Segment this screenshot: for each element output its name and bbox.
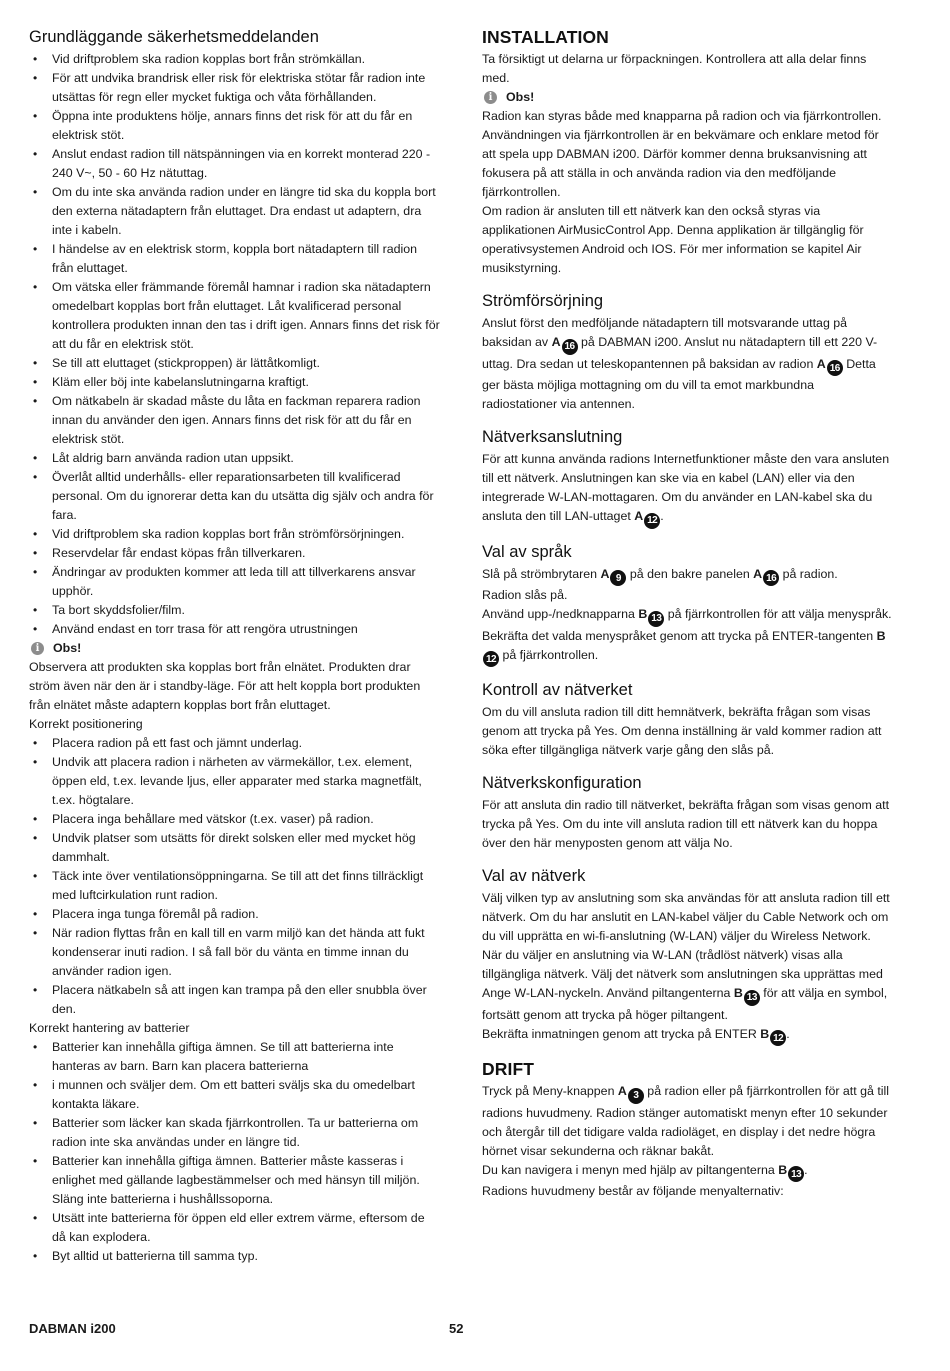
- ref-letter: B: [760, 1026, 770, 1041]
- ref-letter: A: [634, 509, 644, 523]
- list-item: • Utsätt inte batterierna för öppen eld eller extrem värme, eftersom de då kan explodera.: [29, 1209, 441, 1247]
- language-text-4: Använd upp-/nedknapparna: [482, 607, 639, 621]
- check-p1: Om du vill ansluta radion till ditt hemnätverk, bekräfta frågan som visas genom att trycka på Yes. Om denna inställning är vald kommer radion att söka efter tillgängliga nätverk varje gång den slås på.: [482, 705, 882, 757]
- language-text-a: [482, 565, 892, 587]
- language-text-1: Slå på strömbrytaren: [482, 566, 601, 581]
- installation-section: [482, 26, 892, 278]
- ref-number-badge: 13: [648, 611, 664, 627]
- choose-text-2: för att välja en symbol, fortsätt genom att trycka på höger piltangent.: [482, 986, 888, 1022]
- language-text-3: på radion.: [779, 566, 838, 581]
- ref-letter: B: [733, 986, 743, 1000]
- ref-number-badge: 16: [827, 360, 843, 376]
- drift-text-b: [482, 1161, 892, 1183]
- list-item: • Placera inga behållare med vätskor (t.ex. vaser) på radion.: [29, 810, 441, 829]
- ref-number-badge: 12: [770, 1030, 786, 1046]
- drift-title: DRIFT: [482, 1059, 535, 1079]
- positioning-list: [29, 734, 441, 1019]
- battery-list: [29, 1038, 441, 1266]
- choose-text-3: Bekräfta inmatningen genom att trycka på ENTER: [482, 1026, 761, 1041]
- list-item: • Använd endast en torr trasa för att rengöra utrustningen: [29, 620, 441, 639]
- choose-section: [482, 865, 892, 1046]
- list-item: • Anslut endast radion till nätspänningen via en korrekt monterad 220 - 240 V~, 50 - 60 Hz nätuttag.: [29, 145, 441, 183]
- list-item: • i munnen och svälјer dem. Om ett batteri sväljs ska du omedelbart kontakta läkare.: [29, 1076, 441, 1114]
- choose-p2: När du väljer en anslutning via W-LAN (trådlöst nätverk) visas alla tillgängliga nätverk. Välj det nätverk som anslutningen ska upprättas med: [482, 948, 883, 981]
- power-section: [482, 290, 892, 414]
- installation-title: INSTALLATION: [482, 27, 609, 47]
- installation-p2: Radion kan styras både med knapparna på radion och via fjärrkontrollen. Användningen via fjärrkontrollen är en bekvämare och enklare metod för att spela upp DABMAN i200. Därför kommer denna bruksanvisning att fokusera på att ställa in och använda radion via den medföljande fjärrkontrollen.: [482, 109, 882, 199]
- choose-text-1: Ange W-LAN-nyckeln. Använd piltangenterna: [482, 986, 734, 1000]
- ref-letter: A: [816, 356, 826, 371]
- ref-number-badge: 3: [628, 1088, 644, 1104]
- list-item: • Se till att eluttaget (stickproppen) är lättåtkomligt.: [29, 354, 441, 373]
- installation-p1: Ta försiktigt ut delarna ur förpackningen. Kontrollera att alla delar finns med.: [482, 52, 867, 85]
- list-item: • Byt alltid ut batterierna till samma typ.: [29, 1247, 441, 1266]
- power-text-1: Anslut först den medföljande nätadaptern till motsvarande uttag på baksidan av: [482, 316, 848, 349]
- ref-letter: B: [778, 1162, 788, 1177]
- safety-section: [29, 26, 441, 1266]
- ref-number-badge: 12: [483, 651, 499, 667]
- list-item: • Överlåt alltid underhålls- eller reparationsarbeten till kvalificerad personal. Om du ignorerar detta kan du utsätta dig själv och andra för fara.: [29, 468, 441, 525]
- ref-letter: A: [753, 566, 763, 581]
- list-item: • Öppna inte produktens hölje, annars finns det risk för att du får en elektrisk stöt.: [29, 107, 441, 145]
- language-text-5: på fjärrkontrollen för att välja menyspråk. Bekräfta det valda menyspråket genom att trycka på ENTER-tangenten: [482, 607, 892, 643]
- language-text-6: på fjärrkontrollen.: [499, 647, 599, 662]
- ref-letter: B: [638, 607, 648, 621]
- list-item: • Vid driftproblem ska radion kopplas bort från strömförsörjningen.: [29, 525, 441, 544]
- network-text-2: .: [660, 509, 664, 523]
- list-item: • Undvik platser som utsätts för direkt solsken eller med mycket hög dammhalt.: [29, 829, 441, 867]
- positioning-heading: Korrekt positionering: [29, 717, 143, 731]
- installation-p3: Om radion är ansluten till ett nätverk kan den också styras via applikationen AirMusicControl App. Denna applikation är tillgänglig för operativsystemen Android och IOS. För mer information se kapitel Air musikstyrning.: [482, 204, 864, 275]
- list-item: • Låt aldrig barn använda radion utan uppsikt.: [29, 449, 441, 468]
- right-column: [482, 26, 892, 1212]
- config-section: [482, 772, 892, 853]
- left-column: [29, 26, 441, 1277]
- ref-number-badge: 13: [744, 990, 760, 1006]
- language-section: [482, 541, 892, 668]
- network-section: [482, 426, 892, 529]
- list-item: • Om du inte ska använda radion under en längre tid ska du koppla bort den externa nätadaptern från eluttaget. Dra endast ut adaptern, dra inte i kabeln.: [29, 183, 441, 240]
- page-number: 52: [449, 1321, 464, 1336]
- list-item: • När radion flyttas från en kall till en varm miljö kan det hända att fukt kondenserar inuti radion. I så fall bör du vänta en timme innan du använder radion igen.: [29, 924, 441, 981]
- ref-number-badge: 16: [562, 339, 578, 355]
- list-item: • Kläm eller böj inte kabelanslutningarna kraftigt.: [29, 373, 441, 392]
- list-item: • Täck inte över ventilationsöppningarna. Se till att det finns tillräckligt med luftcirkulation runt radion.: [29, 867, 441, 905]
- list-item: • Placera nätkabeln så att ingen kan trampa på den eller snubbla över den.: [29, 981, 441, 1019]
- list-item: • Undvik att placera radion i närheten av värmekällor, t.ex. element, öppen eld, t.ex. levande ljus, eller apparater med starka magnetfält, t.ex. högtalare.: [29, 753, 441, 810]
- drift-section: [482, 1058, 892, 1201]
- list-item: • För att undvika brandrisk eller risk för elektriska stötar får radion inte utsättas för regn eller mycket fuktiga och våta förhållanden.: [29, 69, 441, 107]
- check-section: [482, 679, 892, 760]
- safety-list: [29, 50, 441, 639]
- note-label: Obs!: [53, 641, 82, 655]
- list-item: • Batterier kan innehålla giftiga ämnen. Se till att batterierna inte hanteras av barn. Barn kan placera batterierna: [29, 1038, 441, 1076]
- network-text: [482, 450, 892, 529]
- choose-p1: Välj vilken typ av anslutning som ska användas för att ansluta radion till ett nätverk. Om du har anslutit en LAN-kabel väljer du Cable Network och om du vill upprätta en wi-fi-anslutning (W-LAN) väljer du Wireless Network.: [482, 891, 890, 943]
- drift-text-a: [482, 1082, 892, 1161]
- power-text-3: Detta ger bästa möjliga mottagning om du vill ta emot markbundna radiostationer via antennen.: [482, 356, 876, 411]
- ref-letter: A: [617, 1084, 627, 1098]
- drift-text-1: Tryck på Meny-knappen: [482, 1084, 618, 1098]
- network-text-1: För att kunna använda radions Internetfunktioner måste den vara ansluten till ett nätverk. Anslutningen kan ske via en kabel (LAN) eller via den integrerade W-LAN-mottagaren. Om du använder en LAN-kabel ska du ansluta den till LAN-uttaget: [482, 452, 890, 523]
- battery-heading: Korrekt hantering av batterier: [29, 1021, 190, 1035]
- list-item: • I händelse av en elektrisk storm, koppla bort nätadaptern till radion från eluttaget.: [29, 240, 441, 278]
- choose-title: Val av nätverk: [482, 867, 586, 885]
- drift-text-2: på radion eller på fjärrkontrollen för att gå till radions huvudmeny. Radion stänger automatiskt menyn efter 10 sekunder och återgår till det tidigare valda radioläget, en display i det nedre högra hörnet visar sekunderna och räknar bakåt.: [482, 1084, 890, 1158]
- ref-letter: A: [600, 566, 610, 581]
- drift-p3: Radions huvudmeny består av följande menyalternativ:: [482, 1184, 784, 1198]
- list-item: • Batterier kan innehålla giftiga ämnen. Batterier måste kasseras i enlighet med gällande lagbestämmelser och med hänsyn till miljön. Släng inte batterierna i hushållssoporna.: [29, 1152, 441, 1209]
- list-item: • Batterier som läcker kan skada fjärrkontrollen. Ta ur batterierna om radion inte ska användas under en längre tid.: [29, 1114, 441, 1152]
- list-item: • Ta bort skyddsfolier/film.: [29, 601, 441, 620]
- info-icon: i: [31, 642, 44, 655]
- ref-number-badge: 9: [610, 570, 626, 586]
- drift-text-4: .: [804, 1162, 808, 1177]
- language-text-2: på den bakre panelen: [626, 566, 754, 581]
- ref-number-badge: 12: [644, 513, 660, 529]
- list-item: • Vid driftproblem ska radion kopplas bort från strömkällan.: [29, 50, 441, 69]
- installation-note-label: Obs!: [506, 90, 535, 104]
- ref-number-badge: 16: [763, 570, 779, 586]
- choose-text-a: [482, 984, 892, 1025]
- network-title: Nätverksanslutning: [482, 428, 623, 446]
- check-title: Kontroll av nätverket: [482, 681, 633, 699]
- choose-text-4: .: [786, 1026, 790, 1041]
- info-icon: i: [484, 91, 497, 104]
- language-p2: Radion slås på.: [482, 588, 568, 602]
- power-text: [482, 314, 892, 414]
- safety-title: Grundläggande säkerhetsmeddelanden: [29, 28, 319, 46]
- note-row: [29, 639, 441, 658]
- config-title: Nätverkskonfiguration: [482, 774, 642, 792]
- ref-letter: A: [551, 335, 561, 349]
- power-text-2: på DABMAN i200. Anslut nu nätadaptern till ett 220 V-uttag. Dra sedan ut teleskopantennen på baksidan av radion: [482, 335, 878, 371]
- drift-text-3: Du kan navigera i menyn med hjälp av piltangenterna: [482, 1162, 779, 1177]
- note-text: Observera att produkten ska kopplas bort från elnätet. Produkten drar ström även när den är i standby-läge. För att helt koppla bort produkten från elnätet måste adaptern kopplas bort från eluttaget.: [29, 660, 421, 712]
- installation-note-row: [482, 88, 892, 107]
- footer-product: DABMAN i200: [29, 1321, 116, 1336]
- list-item: • Placera radion på ett fast och jämnt underlag.: [29, 734, 441, 753]
- power-title: Strömförsörjning: [482, 292, 604, 310]
- choose-text-b: [482, 1025, 892, 1047]
- language-title: Val av språk: [482, 542, 572, 561]
- list-item: • Placera inga tunga föremål på radion.: [29, 905, 441, 924]
- list-item: • Reservdelar får endast köpas från tillverkaren.: [29, 544, 441, 563]
- ref-number-badge: 13: [788, 1166, 804, 1182]
- list-item: • Om nätkabeln är skadad måste du låta en fackman reparera radion innan du använder den igen. Annars finns det risk för att du får en elektrisk stöt.: [29, 392, 441, 449]
- list-item: • Om vätska eller främmande föremål hamnar i radion ska nätadaptern omedelbart kopplas bort från eluttaget. Låt kvalificerad personal kontrollera produkten innan den tas i drift igen. Annars finns det risk för att du får en elektrisk stöt.: [29, 278, 441, 354]
- list-item: • Ändringar av produkten kommer att leda till att tillverkarens ansvar upphör.: [29, 563, 441, 601]
- language-text-b: [482, 605, 892, 667]
- config-p1: För att ansluta din radio till nätverket, bekräfta frågan som visas genom att trycka på Yes. Om du inte vill ansluta radion till ett nätverk kan du hoppa över den här menyposten genom att välja No.: [482, 798, 890, 850]
- ref-letter: B: [876, 628, 886, 643]
